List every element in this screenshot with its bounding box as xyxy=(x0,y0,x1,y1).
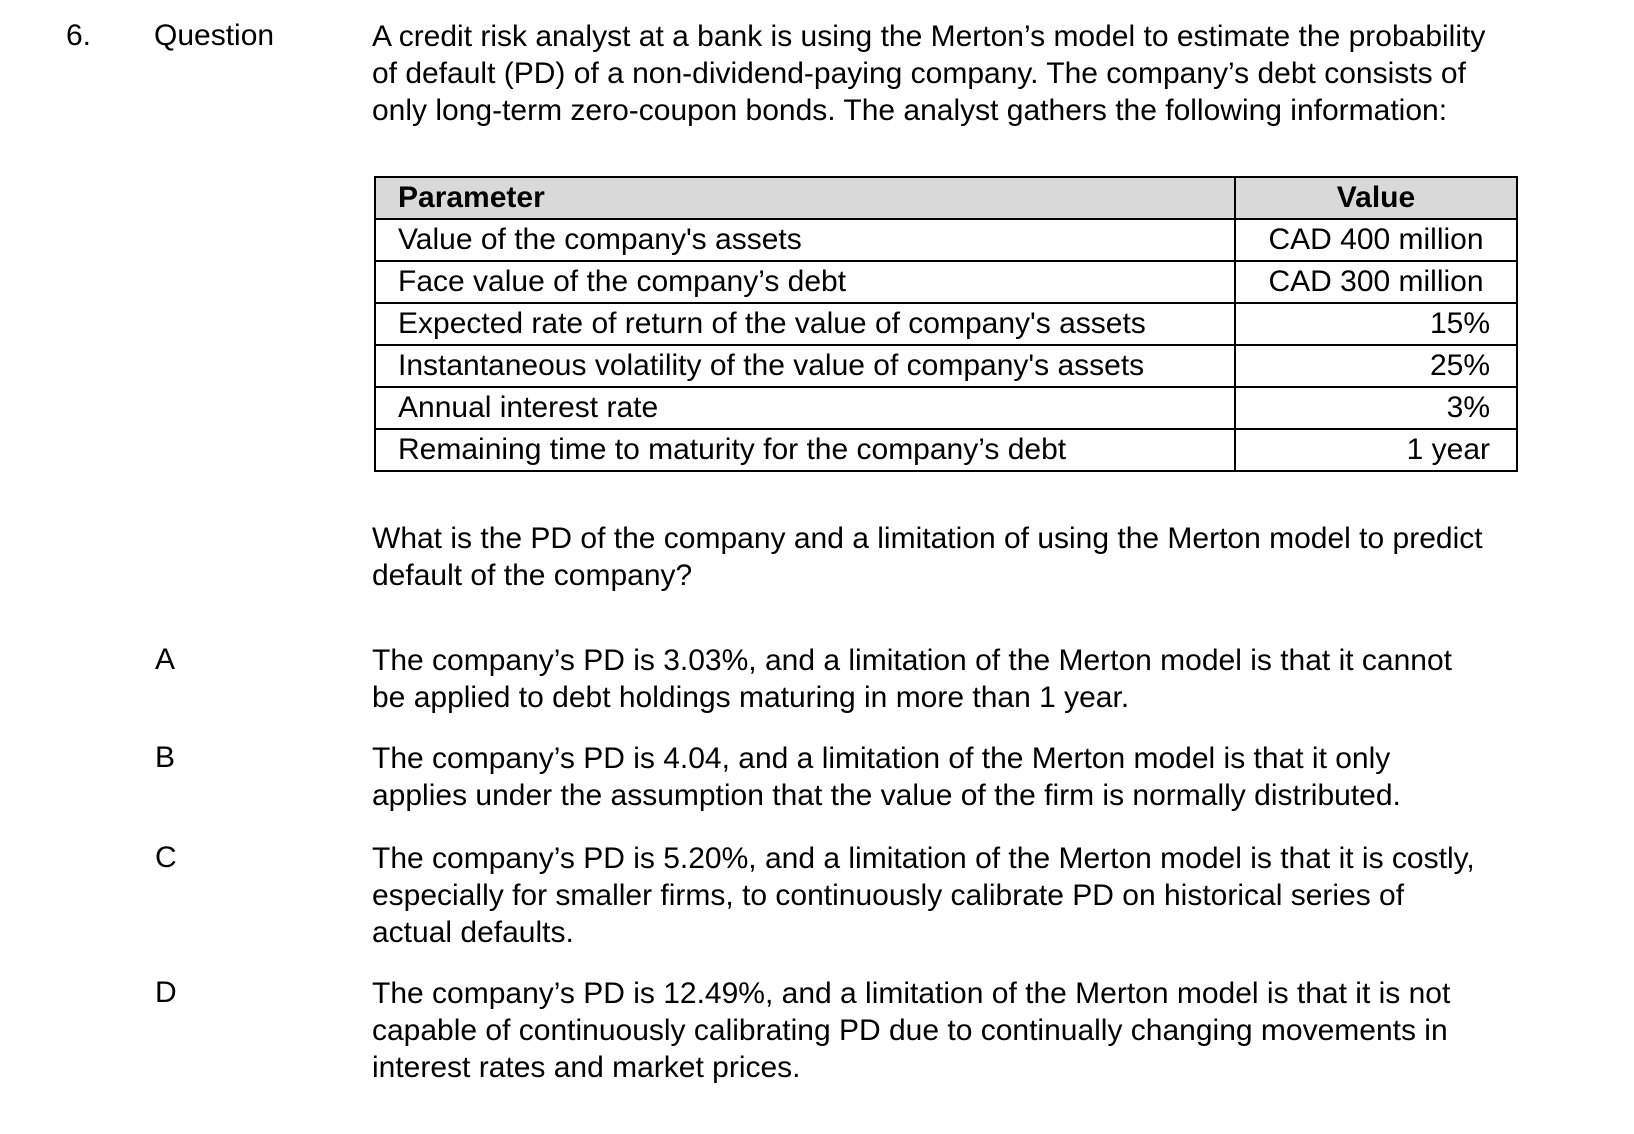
option-a-letter: A xyxy=(155,643,176,676)
parameter-cell: Instantaneous volatility of the value of company's assets xyxy=(375,345,1235,387)
question-stem: A credit risk analyst at a bank is using the Merton’s model to estimate the probability of default (PD) of a non-dividend-paying company. The company’s debt consists of only long-term zero-coupon bonds. The analyst gathers the following information: xyxy=(372,20,1486,127)
table-row xyxy=(375,387,1517,429)
option-d-text: The company’s PD is 12.49%, and a limitation of the Merton model is that it is not capable of continuously calibrating PD due to continually changing movements in interest rates and market prices. xyxy=(372,977,1451,1084)
option-b-letter: B xyxy=(155,741,176,774)
parameter-table xyxy=(374,176,1518,472)
option-a-text: The company’s PD is 3.03%, and a limitation of the Merton model is that it cannot be applied to debt holdings maturing in more than 1 year. xyxy=(372,644,1452,714)
column-header-parameter: Parameter xyxy=(375,177,1235,219)
question-number: 6. xyxy=(66,19,92,52)
value-cell: 3% xyxy=(1235,387,1517,429)
option-b-text: The company’s PD is 4.04, and a limitation of the Merton model is that it only applies under the assumption that the value of the firm is normally distributed. xyxy=(372,742,1401,812)
table-row xyxy=(375,261,1517,303)
value-cell: 1 year xyxy=(1235,429,1517,471)
parameter-cell: Remaining time to maturity for the company’s debt xyxy=(375,429,1235,471)
table-row xyxy=(375,219,1517,261)
question-label: Question xyxy=(154,19,275,52)
column-header-value: Value xyxy=(1235,177,1517,219)
table-header-row xyxy=(375,177,1517,219)
value-cell: 15% xyxy=(1235,303,1517,345)
parameter-cell: Face value of the company’s debt xyxy=(375,261,1235,303)
table-row xyxy=(375,345,1517,387)
value-cell: CAD 300 million xyxy=(1235,261,1517,303)
parameter-cell: Annual interest rate xyxy=(375,387,1235,429)
table-row xyxy=(375,303,1517,345)
table-row xyxy=(375,429,1517,471)
option-c-letter: C xyxy=(155,841,177,874)
value-cell: 25% xyxy=(1235,345,1517,387)
option-d-letter: D xyxy=(155,976,177,1009)
parameter-cell: Value of the company's assets xyxy=(375,219,1235,261)
question-prompt: What is the PD of the company and a limitation of using the Merton model to predict default of the company? xyxy=(372,522,1483,592)
value-cell: CAD 400 million xyxy=(1235,219,1517,261)
parameter-cell: Expected rate of return of the value of company's assets xyxy=(375,303,1235,345)
option-c-text: The company’s PD is 5.20%, and a limitation of the Merton model is that it is costly, especially for smaller firms, to continuously calibrate PD on historical series of actual defaults. xyxy=(372,842,1475,949)
